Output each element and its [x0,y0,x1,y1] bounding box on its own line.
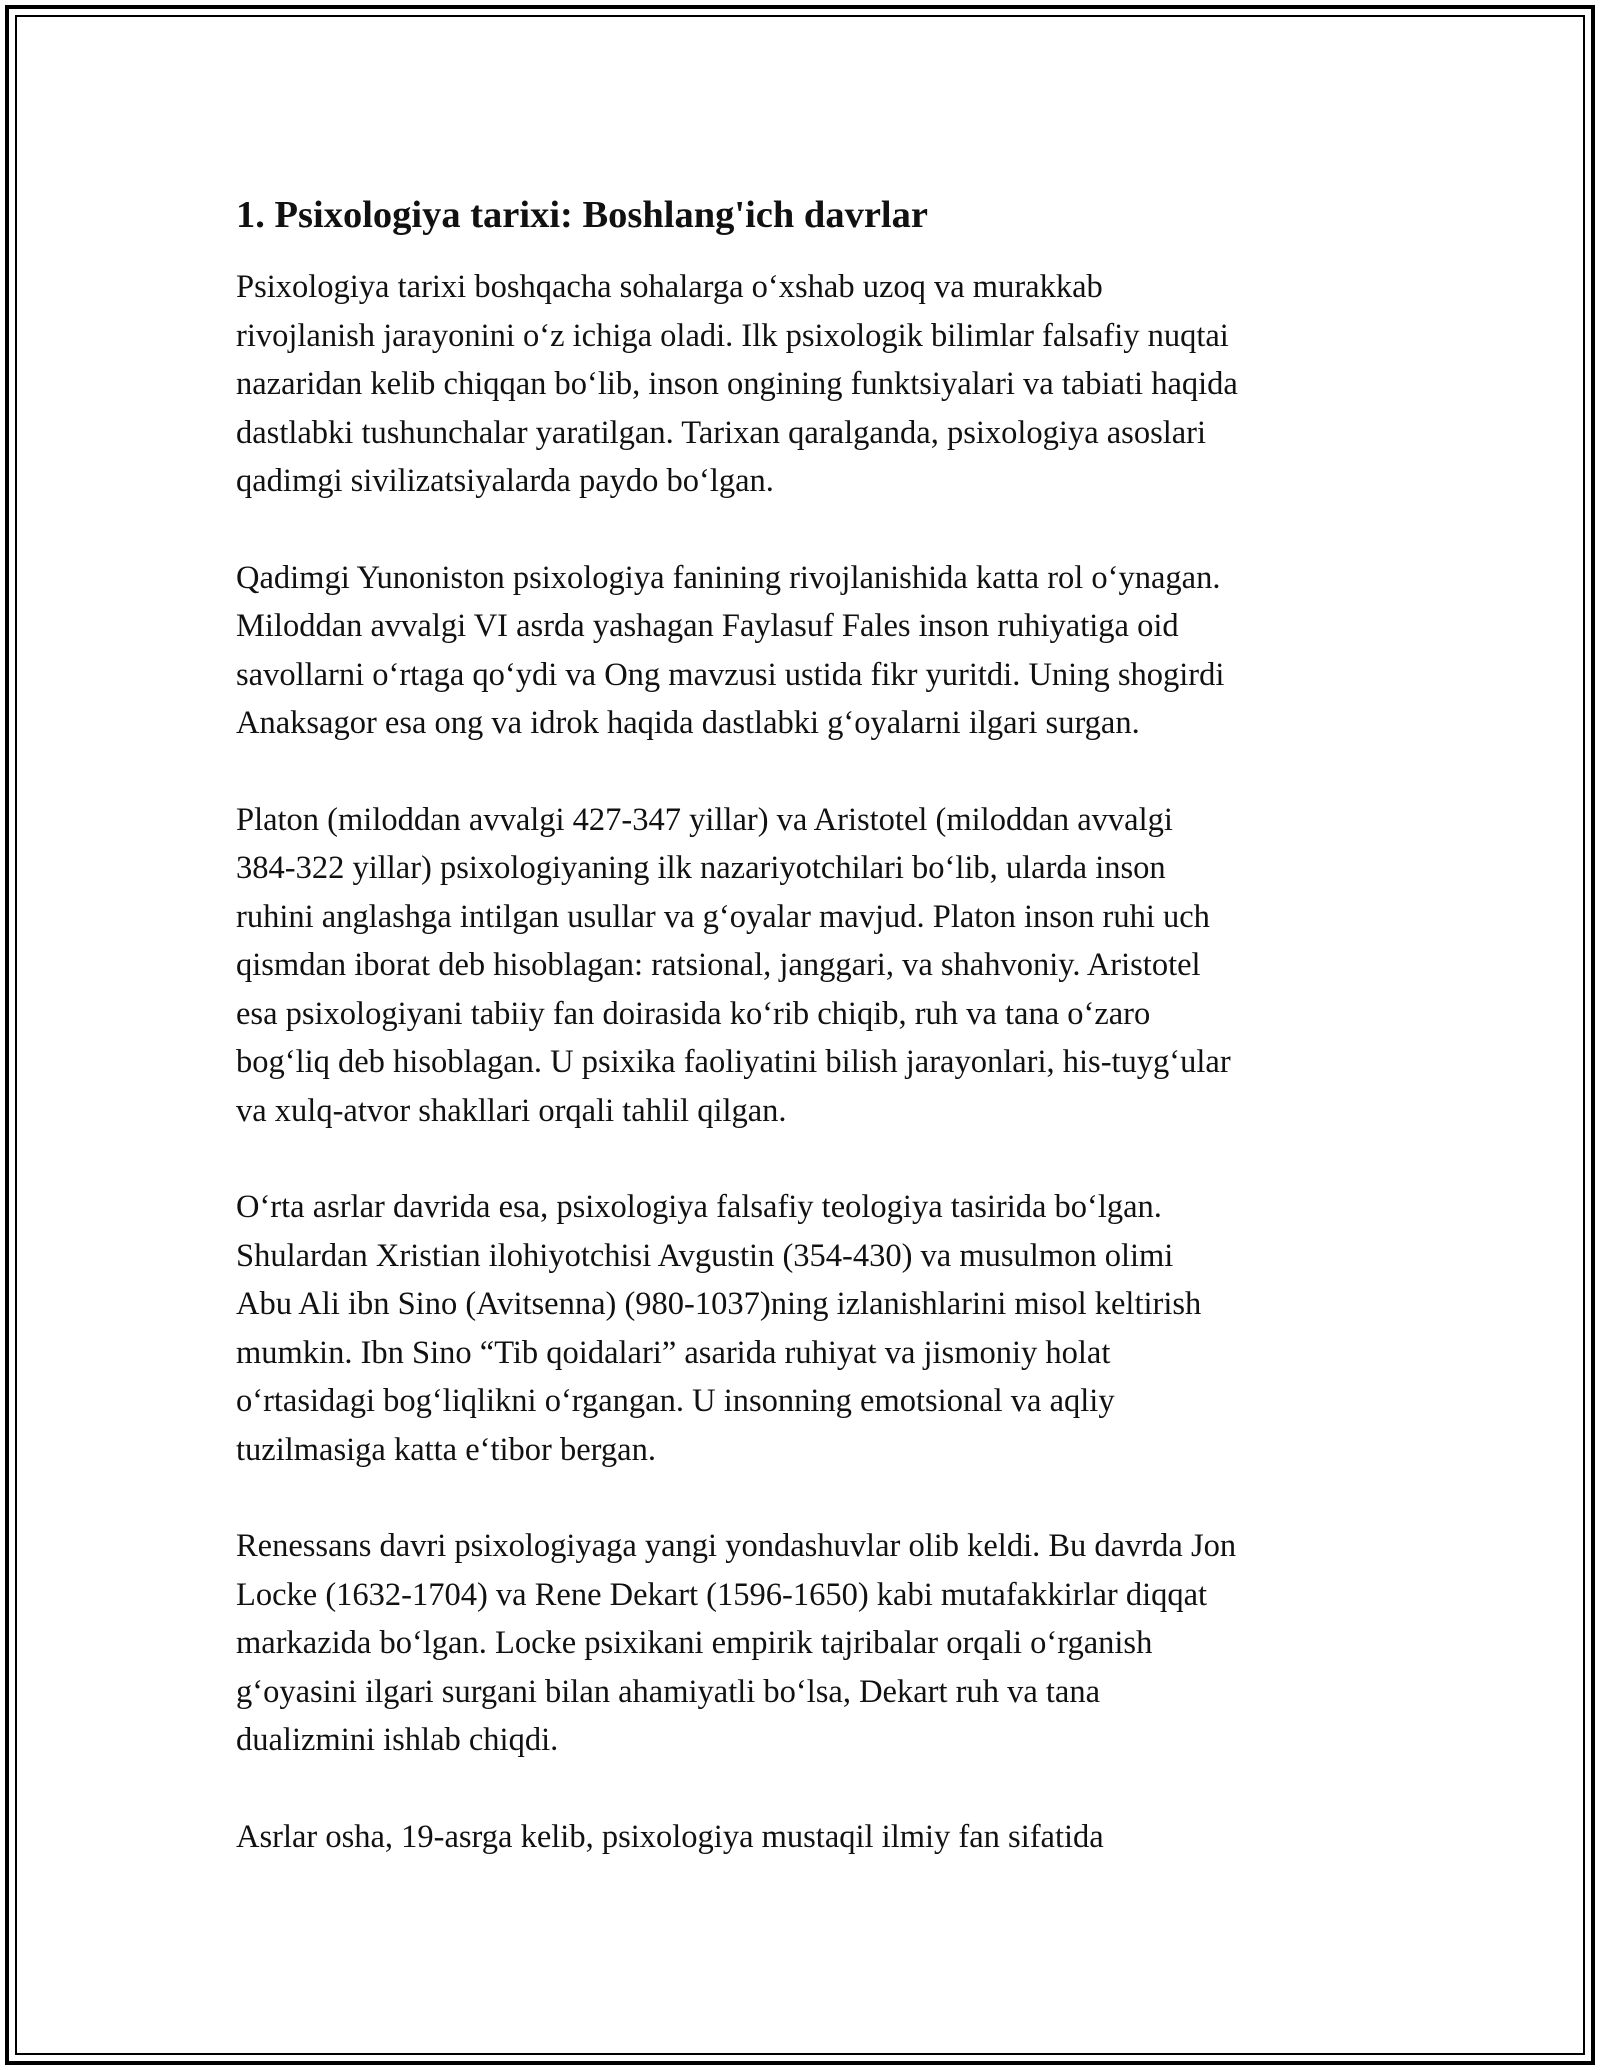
paragraph-plato-aristotle: Platon (miloddan avvalgi 427-347 yillar) va Aristotel (miloddan avvalgi 384-322 yillar) psixologiyaning ilk nazariyotchilari boʻlib, ularda inson ruhini anglashga intilgan usullar va gʻoyalar mavjud. Platon inson ruhi uch qismdan iborat deb hisoblagan: ratsional, janggari, va shahvoniy. Aristotel esa psixologiyani tabiiy fan doirasida koʻrib chiqib, ruh va tana oʻzaro bogʻliq deb hisoblagan. U psixika faoliyatini bilish jarayonlari, his-tuygʻular va xulq-atvor shakllari orqali tahlil qilgan. [236,801,1231,1129]
document-body [236,188,1376,1909]
paragraph-intro: Psixologiya tarixi boshqacha sohalarga oʻxshab uzoq va murakkab rivojlanish jarayonini oʻz ichiga oladi. Ilk psixologik bilimlar falsafiy nuqtai nazaridan kelib chiqqan boʻlib, inson ongining funktsiyalari va tabiati haqida dastlabki tushunchalar yaratilgan. Tarixan qaralganda, psixologiya asoslari qadimgi sivilizatsiyalarda paydo boʻlgan. [236,269,1238,499]
paragraph-19th-century: Asrlar osha, 19-asrga kelib, psixologiya mustaqil ilmiy fan sifatida [236,1818,1104,1855]
paragraph-renaissance: Renessans davri psixologiyaga yangi yondashuvlar olib keldi. Bu davrda Jon Locke (1632-1704) va Rene Dekart (1596-1650) kabi mutafakkirlar diqqat markazida boʻlgan. Locke psixikani empirik tajribalar orqali oʻrganish gʻoyasini ilgari surgani bilan ahamiyatli boʻlsa, Dekart ruh va tana dualizmini ishlab chiqdi. [236,1528,1237,1758]
paragraph-ancient-greece: Qadimgi Yunoniston psixologiya fanining rivojlanishida katta rol oʻynagan. Miloddan avvalgi VI asrda yashagan Faylasuf Fales inson ruhiyatiga oid savollarni oʻrtaga qoʻydi va Ong mavzusi ustida fikr yuritdi. Uning shogirdi Anaksagor esa ong va idrok haqida dastlabki gʻoyalarni ilgari surgan. [236,559,1225,741]
paragraph-middle-ages: Oʻrta asrlar davrida esa, psixologiya falsafiy teologiya tasirida boʻlgan. Shulardan Xristian ilohiyotchisi Avgustin (354-430) va musulmon olimi Abu Ali ibn Sino (Avitsenna) (980-1037)ning izlanishlarini misol keltirish mumkin. Ibn Sino “Tib qoidalari” asarida ruhiyat va jismoniy holat oʻrtasidagi bogʻliqlikni oʻrgangan. U insonning emotsional va aqliy tuzilmasiga katta eʻtibor bergan. [236,1189,1202,1468]
section-heading: 1. Psixologiya tarixi: Boshlang'ich davrlar [236,194,928,236]
